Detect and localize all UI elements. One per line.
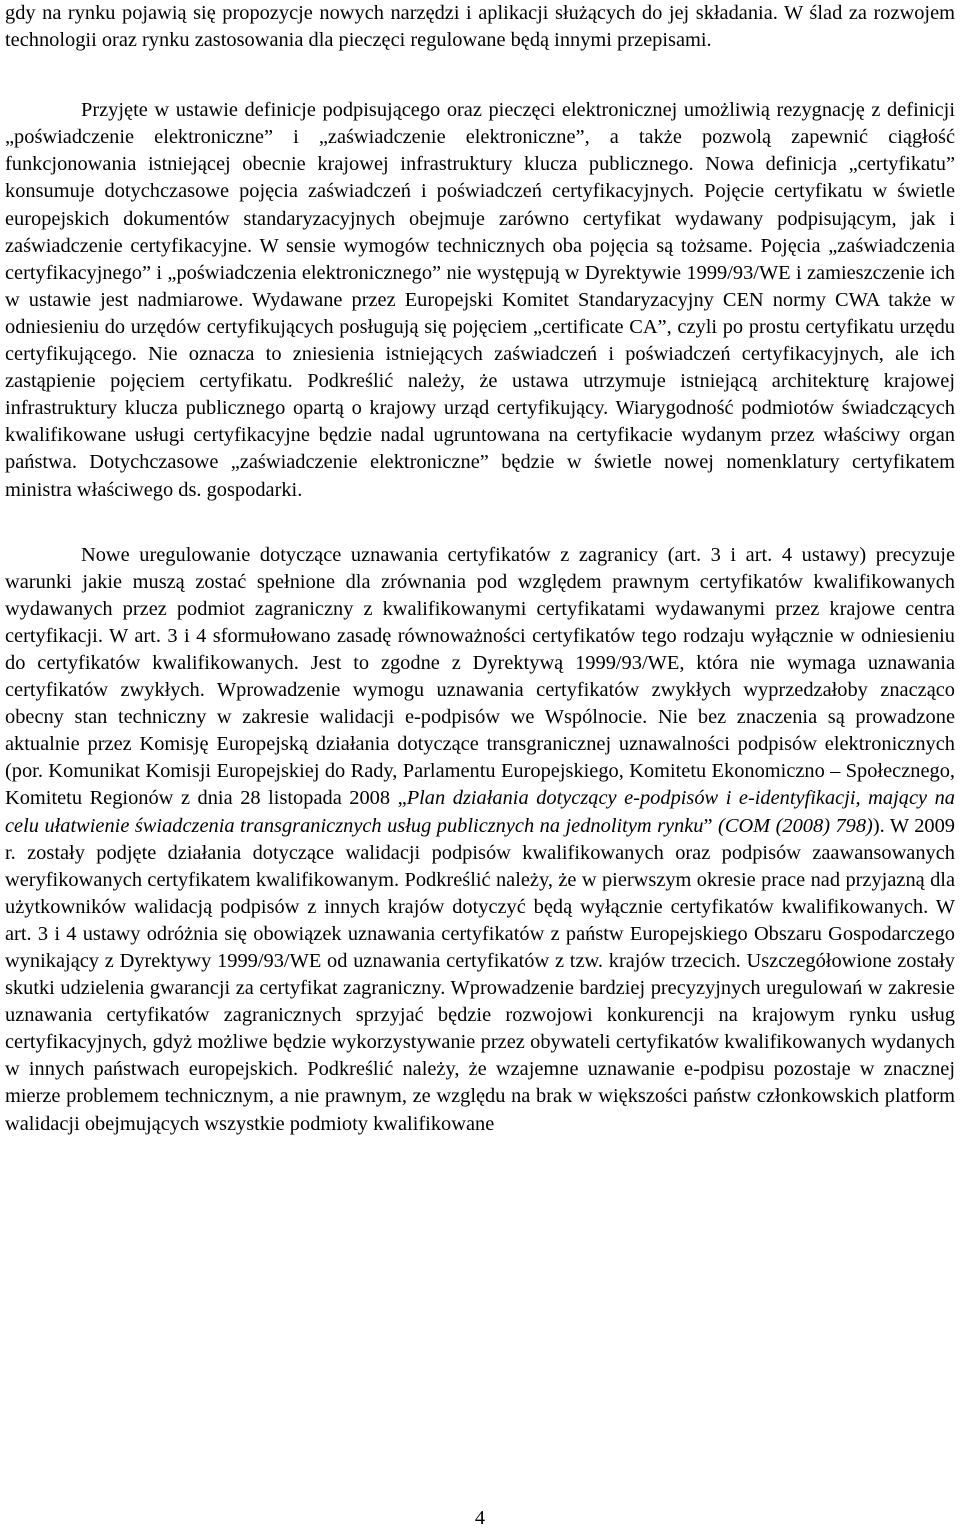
page-number: 4: [474, 1507, 486, 1529]
paragraph-definitions: [5, 97, 955, 503]
italic-run: (COM (2008) 798): [718, 814, 873, 837]
text-run: Nowe uregulowanie dotyczące uznawania certyfikatów z zagranicy (art. 3 i art. 4 ustawy) precyzuje warunki jakie muszą zostać spełnione dla zrównania pod względem prawnym certyfikatów kwalifikowanych wydawanych przez podmiot zagraniczny z kwalifikowanymi certyfikatami wydawanymi przez krajowe centra certyfikacji. W art. 3 i 4 sformułowano zasadę równoważności certyfikatów tego rodzaju wyłącznie w odniesieniu do certyfikatów kwalifikowanych. Jest to zgodne z Dyrektywą 1999/93/WE, która nie wymaga uznawania certyfikatów zwykłych. Wprowadzenie wymogu uznawania certyfikatów zwykłych wyprzedzałoby znacząco obecny stan techniczny w zakresie walidacji e-podpisów we Wspólnocie. Nie bez znaczenia są prowadzone aktualnie przez Komisję Europejską działania dotyczące transgranicznej uznawalności podpisów elektronicznych (por. Komunikat Komisji Europejskiej do Rady, Parlamentu Europejskiego, Komitetu Ekonomiczno – Społecznego, Komitetu Regionów z dnia 28 listopada 2008 „: [5, 543, 955, 810]
document-page: [5, 0, 955, 1138]
text-run: ). W 2009 r. zostały podjęte działania dotyczące walidacji podpisów kwalifikowanych oraz podpisów zaawansowanych weryfikowanych certyfikatem kwalifikowanym. Podkreślić należy, że w pierwszym okresie prace nad przyjazną dla użytkowników walidacją podpisów z innych krajów dotyczyć będą wyłącznie certyfikatów kwalifikowanych. W art. 3 i 4 ustawy odróżnia się obowiązek uznawania certyfikatów z państw Europejskiego Obszaru Gospodarczego wynikający z Dyrektywy 1999/93/WE od uznawania certyfikatów z tzw. krajów trzecich. Uszczegółowione zostały skutki udzielenia gwarancji za certyfikat zagraniczny. Wprowadzenie bardziej precyzyjnych uregulowań w zakresie uznawania certyfikatów zagranicznych sprzyjać będzie rozwojowi konkurencji na krajowym rynku usług certyfikacyjnych, gdyż możliwe będzie wykorzystywanie przez obywateli certyfikatów kwalifikowanych wydanych w innych państwach europejskich. Podkreślić należy, że wzajemne uznawanie e-podpisu pozostaje w znacznej mierze problemem technicznym, a nie prawnym, ze względu na brak w większości państw członkowskich platform walidacji obejmujących wszystkie podmioty kwalifikowane: [5, 814, 955, 1135]
paragraph-continuation: [5, 0, 955, 54]
paragraph-foreign-certificates: [5, 542, 955, 1138]
text-run: ”: [703, 814, 719, 837]
italic-run: Plan działania dotyczący e-podpisów i e-identyfikacji, mający na celu ułatwienie świadczenia transgranicznych usług publicznych na jednolitym rynku: [5, 787, 955, 837]
text-run: Przyjęte w ustawie definicje podpisującego oraz pieczęci elektronicznej umożliwią rezygnację z definicji „poświadczenie elektroniczne” i „zaświadczenie elektroniczne”, a także pozwolą zapewnić ciągłość funkcjonowania istniejącej obecnie krajowej infrastruktury klucza publicznego. Nowa definicja „certyfikatu” konsumuje dotychczasowe pojęcia zaświadczeń i poświadczeń certyfikacyjnych. Pojęcie certyfikatu w świetle europejskich dokumentów standaryzacyjnych obejmuje zarówno certyfikat wydawany podpisującym, jak i zaświadczenie certyfikacyjne. W sensie wymogów technicznych oba pojęcia są tożsame. Pojęcia „zaświadczenia certyfikacyjnego” i „poświadczenia elektronicznego” nie występują w Dyrektywie 1999/93/WE i zamieszczenie ich w ustawie jest nadmiarowe. Wydawane przez Europejski Komitet Standaryzacyjny CEN normy CWA także w odniesieniu do urzędów certyfikujących posługują się pojęciem „certificate CA”, czyli po prostu certyfikatu urzędu certyfikującego. Nie oznacza to zniesienia istniejących zaświadczeń i poświadczeń certyfikacyjnych, ale ich zastąpienie pojęciem certyfikatu. Podkreślić należy, że ustawa utrzymuje istniejącą architekturę krajowej infrastruktury klucza publicznego opartą o krajowy urząd certyfikujący. Wiarygodność podmiotów świadczących kwalifikowane usługi certyfikacyjne będzie nadal ugruntowana na certyfikacie wydanym przez właściwy organ państwa. Dotychczasowe „zaświadczenie elektroniczne” będzie w świetle nowej nomenklatury certyfikatem ministra właściwego ds. gospodarki.: [5, 99, 955, 501]
text-run: gdy na rynku pojawią się propozycje nowych narzędzi i aplikacji służących do jej składania. W ślad za rozwojem technologii oraz rynku zastosowania dla pieczęci regulowane będą innymi przepisami.: [5, 2, 955, 52]
